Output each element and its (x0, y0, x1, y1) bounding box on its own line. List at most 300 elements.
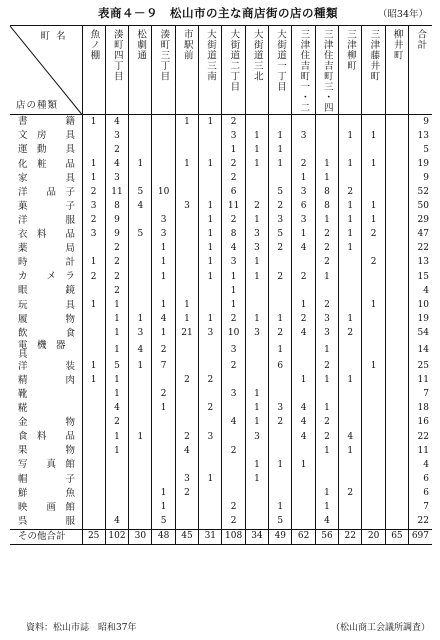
table-cell (292, 115, 315, 130)
table-cell: 3 (199, 326, 222, 340)
table-cell: 1 (152, 326, 175, 340)
row-total-cell: 9 (409, 115, 432, 130)
table-cell (269, 256, 292, 270)
table-cell (175, 214, 198, 228)
table-cell (269, 444, 292, 458)
table-row (10, 242, 432, 256)
table-cell (362, 242, 385, 256)
table-cell (129, 374, 152, 388)
table-cell (82, 143, 105, 157)
table-cell: 1 (315, 374, 338, 388)
column-header-label: 市駅前 (181, 29, 193, 61)
column-header (199, 26, 222, 115)
table-cell: 1 (292, 171, 315, 185)
table-cell (292, 341, 315, 360)
table-cell (315, 143, 338, 157)
table-cell: 3 (292, 214, 315, 228)
table-cell: 1 (362, 157, 385, 171)
table-cell (222, 486, 245, 500)
table-cell: 8 (315, 200, 338, 214)
table-cell (245, 298, 268, 312)
table-cell: 1 (315, 270, 338, 284)
table-cell (82, 242, 105, 256)
table-cell: 1 (315, 171, 338, 185)
table-cell: 1 (199, 115, 222, 130)
table-row (10, 458, 432, 472)
row-total-cell: 19 (409, 157, 432, 171)
table-cell (175, 388, 198, 402)
table-cell (129, 242, 152, 256)
column-header (82, 26, 105, 115)
table-cell: 5 (152, 515, 175, 530)
table-cell: 1 (82, 256, 105, 270)
corner-bottom-label: 店の種類 (16, 99, 59, 111)
year-note: （昭34年） (377, 9, 428, 20)
table-cell (129, 214, 152, 228)
table-cell: 4 (292, 242, 315, 256)
table-row (10, 228, 432, 242)
table-cell: 3 (105, 129, 128, 143)
table-cell (385, 129, 408, 143)
table-cell: 1 (362, 129, 385, 143)
table-cell: 2 (315, 298, 338, 312)
table-row (10, 388, 432, 402)
table-cell: 1 (292, 298, 315, 312)
table-cell: 2 (222, 115, 245, 130)
corner-top-label: 町名 (40, 31, 72, 42)
table-cell (199, 458, 222, 472)
table-cell: 6 (269, 360, 292, 374)
table-cell (245, 115, 268, 130)
table-cell (199, 143, 222, 157)
table-cell (175, 402, 198, 416)
table-cell (385, 430, 408, 444)
table-cell (269, 388, 292, 402)
table-cell: 4 (292, 416, 315, 430)
table-cell: 1 (269, 129, 292, 143)
column-header-label: 柳井町 (391, 29, 403, 61)
table-cell: 2 (269, 242, 292, 256)
table-cell: 2 (152, 341, 175, 360)
table-cell: 8 (105, 200, 128, 214)
row-total-cell: 16 (409, 416, 432, 430)
row-total-cell: 25 (409, 360, 432, 374)
table-cell: 56 (315, 529, 338, 544)
table-cell: 65 (385, 529, 408, 544)
table-cell: 2 (339, 185, 362, 199)
table-cell (315, 115, 338, 130)
row-total-cell: 697 (409, 529, 432, 544)
table-cell (175, 500, 198, 514)
table-cell (199, 515, 222, 530)
table-cell (339, 341, 362, 360)
row-total-cell: 22 (409, 430, 432, 444)
row-total-cell: 29 (409, 214, 432, 228)
table-cell: 1 (315, 214, 338, 228)
table-cell: 1 (105, 298, 128, 312)
row-total-cell: 19 (409, 312, 432, 326)
table-cell: 4 (105, 115, 128, 130)
table-cell (175, 515, 198, 530)
table-cell: 4 (339, 430, 362, 444)
table-cell (315, 458, 338, 472)
table-cell (222, 458, 245, 472)
table-cell: 2 (222, 214, 245, 228)
table-cell: 2 (269, 326, 292, 340)
table-cell (385, 185, 408, 199)
title-bar (0, 5, 440, 23)
table-cell: 2 (339, 486, 362, 500)
table-cell (152, 115, 175, 130)
table-cell: 1 (105, 326, 128, 340)
table-cell (82, 444, 105, 458)
table-cell: 1 (82, 374, 105, 388)
shop-type-table (10, 25, 432, 545)
table-cell (175, 143, 198, 157)
table-cell: 11 (222, 200, 245, 214)
table-cell: 10 (222, 326, 245, 340)
table-cell (199, 444, 222, 458)
table-cell: 2 (175, 430, 198, 444)
table-cell: 1 (105, 388, 128, 402)
table-cell: 3 (269, 402, 292, 416)
table-cell: 1 (339, 129, 362, 143)
table-cell (222, 402, 245, 416)
table-cell: 2 (362, 228, 385, 242)
table-cell: 5 (129, 185, 152, 199)
table-cell (82, 515, 105, 530)
row-label: 洋 品 子 (18, 186, 76, 198)
table-cell: 1 (245, 472, 268, 486)
table-cell: 1 (222, 298, 245, 312)
organization-note: （松山商工会議所調査） (330, 623, 430, 633)
table-cell: 62 (292, 529, 315, 544)
table-cell: 1 (315, 341, 338, 360)
table-cell (269, 298, 292, 312)
table-cell: 2 (339, 326, 362, 340)
table-cell (222, 430, 245, 444)
table-cell (362, 458, 385, 472)
column-header (315, 26, 338, 115)
table-cell: 1 (199, 200, 222, 214)
column-header-label: 魚ノ棚 (88, 29, 100, 61)
table-cell: 2 (315, 430, 338, 444)
row-label: 食 料 品 (18, 431, 76, 443)
row-label: 家 具 (18, 172, 76, 184)
table-row (10, 529, 432, 544)
table-cell: 1 (105, 444, 128, 458)
table-cell (175, 228, 198, 242)
table-cell: 1 (199, 270, 222, 284)
table-cell: 1 (152, 402, 175, 416)
table-cell: 108 (222, 529, 245, 544)
table-cell: 1 (245, 312, 268, 326)
table-cell (152, 284, 175, 298)
table-cell (362, 171, 385, 185)
row-label: 精 肉 (18, 374, 76, 386)
row-total-cell: 47 (409, 228, 432, 242)
row-total-cell: 22 (409, 515, 432, 530)
table-cell: 2 (175, 374, 198, 388)
table-cell (269, 374, 292, 388)
table-row (10, 270, 432, 284)
table-cell (292, 500, 315, 514)
table-cell (339, 284, 362, 298)
table-cell: 1 (362, 200, 385, 214)
row-total-cell: 10 (409, 298, 432, 312)
table-cell (292, 143, 315, 157)
table-row (10, 486, 432, 500)
row-total-cell: 6 (409, 486, 432, 500)
table-cell (82, 326, 105, 340)
table-row (10, 312, 432, 326)
row-label: 洋 服 (18, 214, 76, 226)
table-cell: 5 (105, 360, 128, 374)
table-cell: 1 (315, 157, 338, 171)
table-cell: 1 (292, 228, 315, 242)
table-cell (175, 416, 198, 430)
table-cell: 2 (292, 312, 315, 326)
table-cell: 1 (199, 242, 222, 256)
table-cell (339, 416, 362, 430)
table-cell (105, 472, 128, 486)
row-total-cell: 11 (409, 444, 432, 458)
row-total-cell: 4 (409, 284, 432, 298)
table-cell: 10 (152, 185, 175, 199)
table-cell (385, 472, 408, 486)
table-cell: 2 (269, 416, 292, 430)
table-cell: 22 (339, 529, 362, 544)
table-cell: 1 (152, 256, 175, 270)
table-cell (222, 374, 245, 388)
table-cell (245, 284, 268, 298)
table-cell (362, 312, 385, 326)
table-cell: 1 (199, 157, 222, 171)
table-cell (385, 312, 408, 326)
table-cell (339, 256, 362, 270)
table-cell (315, 388, 338, 402)
table-cell (385, 374, 408, 388)
table-row (10, 360, 432, 374)
table-cell (199, 388, 222, 402)
table-cell: 1 (82, 157, 105, 171)
row-total-cell: 50 (409, 200, 432, 214)
table-row (10, 500, 432, 514)
table-cell: 1 (292, 374, 315, 388)
table-cell: 34 (245, 529, 268, 544)
table-cell: 2 (222, 360, 245, 374)
table-cell: 2 (105, 256, 128, 270)
table-cell (385, 486, 408, 500)
table-cell (129, 472, 152, 486)
table-cell (129, 500, 152, 514)
table-cell: 1 (82, 171, 105, 185)
table-cell (269, 472, 292, 486)
table-cell (245, 486, 268, 500)
table-cell: 1 (362, 298, 385, 312)
table-cell (82, 458, 105, 472)
table-cell: 4 (315, 515, 338, 530)
table-cell: 3 (245, 242, 268, 256)
table-cell (175, 129, 198, 143)
table-row (10, 416, 432, 430)
table-cell: 2 (199, 374, 222, 388)
column-header-label: 大街道二丁目 (228, 29, 240, 92)
row-total-cell: 11 (409, 374, 432, 388)
table-cell: 2 (199, 402, 222, 416)
table-cell (129, 115, 152, 130)
table-cell (82, 472, 105, 486)
table-cell (152, 129, 175, 143)
table-cell (339, 472, 362, 486)
table-row (10, 214, 432, 228)
table-cell: 2 (82, 270, 105, 284)
table-cell: 4 (129, 341, 152, 360)
table-cell (385, 326, 408, 340)
table-cell (269, 430, 292, 444)
table-cell: 5 (269, 185, 292, 199)
table-cell: 4 (292, 430, 315, 444)
table-cell: 7 (152, 360, 175, 374)
table-cell (245, 185, 268, 199)
column-header (269, 26, 292, 115)
table-cell: 1 (315, 444, 338, 458)
table-cell (175, 458, 198, 472)
table-cell: 1 (362, 214, 385, 228)
table-cell (292, 388, 315, 402)
table-cell: 1 (245, 256, 268, 270)
table-cell: 5 (269, 228, 292, 242)
table-cell (269, 284, 292, 298)
table-cell: 4 (222, 416, 245, 430)
table-cell (82, 500, 105, 514)
table-cell (339, 515, 362, 530)
table-cell: 4 (105, 157, 128, 171)
table-cell (385, 444, 408, 458)
table-cell: 3 (245, 326, 268, 340)
table-row (10, 341, 432, 360)
table-cell (362, 416, 385, 430)
table-cell (82, 486, 105, 500)
column-header (175, 26, 198, 115)
table-cell: 1 (245, 402, 268, 416)
column-header-label: 湊町四丁目 (111, 29, 123, 82)
table-cell (175, 185, 198, 199)
table-cell: 1 (129, 312, 152, 326)
table-cell: 1 (339, 228, 362, 242)
table-cell: 2 (315, 416, 338, 430)
table-cell (129, 388, 152, 402)
table-cell (362, 284, 385, 298)
row-label: 鮮 魚 (18, 487, 76, 499)
table-cell (152, 200, 175, 214)
row-label: 糀 (18, 403, 28, 415)
table-cell: 3 (315, 326, 338, 340)
table-cell: 1 (315, 500, 338, 514)
header-row (10, 26, 432, 115)
table-cell (129, 171, 152, 185)
table-cell (385, 214, 408, 228)
table-cell: 2 (105, 143, 128, 157)
table-cell: 31 (199, 529, 222, 544)
table-cell: 2 (315, 228, 338, 242)
table-cell: 3 (245, 228, 268, 242)
table-cell (339, 500, 362, 514)
row-label: 帽 子 (18, 473, 76, 485)
table-cell (82, 129, 105, 143)
table-cell: 11 (105, 185, 128, 199)
table-cell: 2 (175, 486, 198, 500)
table-cell: 1 (152, 500, 175, 514)
source-note: 資料：松山市誌 昭和37年 (26, 623, 137, 633)
row-total-cell: 52 (409, 185, 432, 199)
column-header (409, 26, 432, 115)
table-cell: 1 (129, 360, 152, 374)
row-total-cell: 14 (409, 341, 432, 360)
table-cell: 1 (339, 312, 362, 326)
table-cell: 2 (82, 185, 105, 199)
row-total-cell: 54 (409, 326, 432, 340)
table-cell: 4 (105, 402, 128, 416)
row-label: 果 物 (18, 445, 76, 457)
row-label: 電 機 器 具 (18, 339, 76, 360)
table-cell (385, 115, 408, 130)
table-cell: 1 (82, 298, 105, 312)
table-cell (129, 256, 152, 270)
table-cell (245, 374, 268, 388)
table-cell (339, 115, 362, 130)
table-cell (175, 360, 198, 374)
table-cell (199, 360, 222, 374)
table-cell: 3 (175, 472, 198, 486)
table-cell: 1 (245, 157, 268, 171)
table-cell: 1 (82, 360, 105, 374)
table-cell (362, 374, 385, 388)
row-label: 飲 食 (18, 327, 76, 339)
table-cell: 2 (105, 242, 128, 256)
table-cell: 1 (222, 143, 245, 157)
table-cell: 1 (175, 312, 198, 326)
table-row (10, 515, 432, 530)
table-row (10, 284, 432, 298)
table-cell (175, 341, 198, 360)
table-cell: 3 (222, 388, 245, 402)
table-row (10, 200, 432, 214)
table-cell: 2 (292, 270, 315, 284)
table-cell: 3 (129, 326, 152, 340)
table-cell (199, 486, 222, 500)
table-cell (385, 416, 408, 430)
table-cell (245, 444, 268, 458)
table-cell (315, 284, 338, 298)
row-total-cell: 4 (409, 458, 432, 472)
table-cell (292, 256, 315, 270)
table-cell: 2 (269, 270, 292, 284)
table-row (10, 374, 432, 388)
row-label: 衣 料 品 (18, 229, 76, 241)
table-cell (129, 416, 152, 430)
table-cell: 5 (129, 228, 152, 242)
table-cell: 9 (105, 214, 128, 228)
table-cell (152, 458, 175, 472)
table-cell: 1 (105, 312, 128, 326)
table-cell: 2 (105, 270, 128, 284)
table-cell: 1 (292, 458, 315, 472)
table-cell: 45 (175, 529, 198, 544)
table-cell (385, 256, 408, 270)
table-cell (385, 388, 408, 402)
table-cell: 3 (292, 185, 315, 199)
